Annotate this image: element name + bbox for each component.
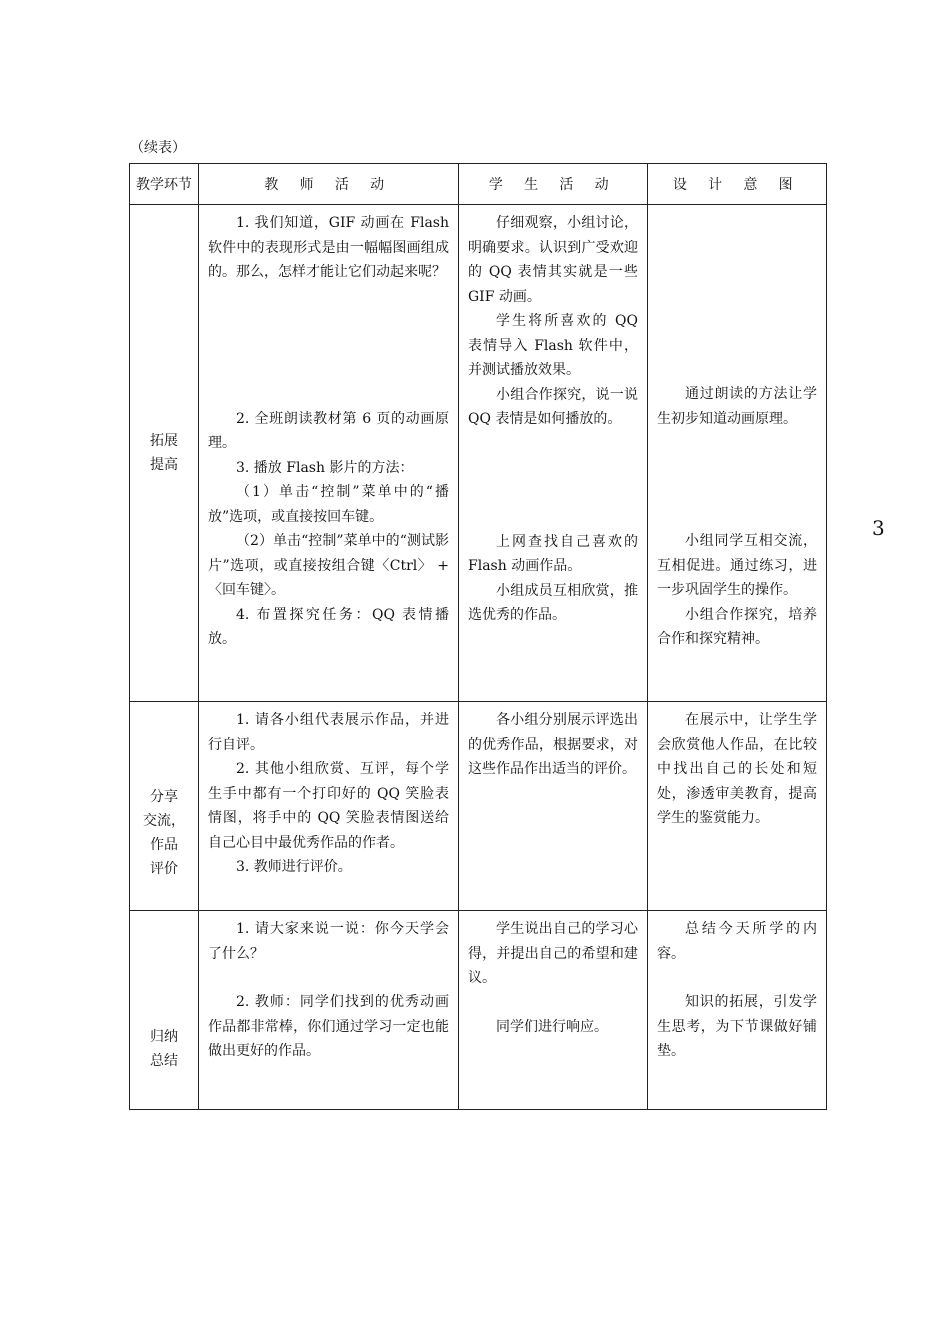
teacher-paragraph: 1. 我们知道，GIF 动画在 Flash 软件中的表现形式是由一幅幅图画组成的。那么，怎样才能让它们动起来呢？ [208, 215, 449, 280]
stage-line: 评价 [150, 861, 178, 877]
teacher-paragraph: 1. 请大家来说一说：你今天学会了什么？ [208, 921, 449, 962]
design-intent-cell [648, 911, 827, 1110]
teacher-paragraph: 4. 布置探究任务：QQ 表情播放。 [208, 606, 449, 647]
student-paragraph: 学生将所喜欢的 QQ 表情导入 Flash 软件中，并测试播放效果。 [468, 313, 638, 378]
intent-paragraph: 总结今天所学的内容。 [657, 921, 817, 962]
student-paragraph: 学生说出自己的学习心得，并提出自己的希望和建议。 [468, 921, 638, 986]
header-student-activity: 学 生 活 动 [459, 164, 648, 205]
intent-paragraph: 知识的拓展，引发学生思考，为下节课做好铺垫。 [657, 994, 817, 1059]
teacher-paragraph: （2）单击“控制”菜单中的“测试影片”选项，或直接按组合键〈Ctrl〉 + 〈回车键〉。 [208, 533, 449, 598]
teacher-paragraph: 2. 其他小组欣赏、互评，每个学生手中都有一个打印好的 QQ 笑脸表情图，将手中的 QQ 笑脸表情图送给自己心目中最优秀作品的作者。 [208, 761, 449, 851]
student-paragraph: 上网查找自己喜欢的 Flash 动画作品。 [468, 533, 638, 574]
student-activity-cell [459, 911, 648, 1110]
table-caption: （续表） [130, 140, 186, 156]
student-activity-cell [459, 702, 648, 911]
stage-line: 归纳 [150, 1029, 178, 1045]
design-intent-cell [648, 702, 827, 911]
design-intent-cell [648, 205, 827, 702]
header-teacher-activity: 教 师 活 动 [199, 164, 459, 205]
teacher-paragraph: 2. 教师：同学们找到的优秀动画作品都非常棒，你们通过学习一定也能做出更好的作品。 [208, 994, 449, 1059]
table-row [130, 911, 827, 1110]
stage-line: 提高 [150, 457, 178, 473]
stage-line: 交流， [143, 813, 185, 829]
student-paragraph: 各小组分别展示评选出的优秀作品，根据要求，对这些作品作出适当的评价。 [468, 712, 638, 777]
intent-paragraph: 通过朗读的方法让学生初步知道动画原理。 [657, 386, 817, 427]
teacher-paragraph: 2. 全班朗读教材第 6 页的动画原理。 [208, 410, 449, 451]
student-paragraph: 同学们进行响应。 [496, 1018, 608, 1035]
stage-cell [130, 702, 199, 911]
stage-line: 总结 [150, 1053, 178, 1069]
stage-cell [130, 911, 199, 1110]
teacher-paragraph: 1. 请各小组代表展示作品，并进行自评。 [208, 712, 449, 753]
teacher-paragraph: （1）单击“控制”菜单中的“播放”选项，或直接按回车键。 [208, 484, 449, 525]
table-row [130, 205, 827, 702]
student-paragraph: 小组成员互相欣赏，推选优秀的作品。 [468, 582, 638, 623]
header-stage: 教学环节 [130, 164, 199, 205]
lesson-table [129, 163, 827, 1110]
teacher-activity-cell [199, 911, 459, 1110]
page-number: 3 [872, 516, 885, 540]
stage-line: 作品 [150, 837, 178, 853]
stage-line: 拓展 [150, 433, 178, 449]
header-design-intent: 设 计 意 图 [648, 164, 827, 205]
table-header-row [130, 164, 827, 205]
student-activity-cell [459, 205, 648, 702]
intent-paragraph: 小组同学互相交流，互相促进。通过练习，进一步巩固学生的操作。 [657, 533, 817, 598]
stage-cell [130, 205, 199, 702]
student-paragraph: 小组合作探究，说一说 QQ 表情是如何播放的。 [468, 386, 638, 427]
teacher-paragraph: 3. 播放 Flash 影片的方法： [236, 459, 414, 476]
stage-line: 分享 [150, 789, 178, 805]
student-paragraph: 仔细观察，小组讨论，明确要求。认识到广受欢迎的 QQ 表情其实就是一些 GIF 动画。 [468, 215, 638, 305]
teacher-activity-cell [199, 702, 459, 911]
teacher-paragraph: 3. 教师进行评价。 [236, 859, 352, 875]
table-row [130, 702, 827, 911]
intent-paragraph: 小组合作探究，培养合作和探究精神。 [657, 606, 817, 647]
teacher-activity-cell [199, 205, 459, 702]
intent-paragraph: 在展示中，让学生学会欣赏他人作品，在比较中找出自己的长处和短处，渗透审美教育，提高学生的鉴赏能力。 [657, 712, 817, 826]
